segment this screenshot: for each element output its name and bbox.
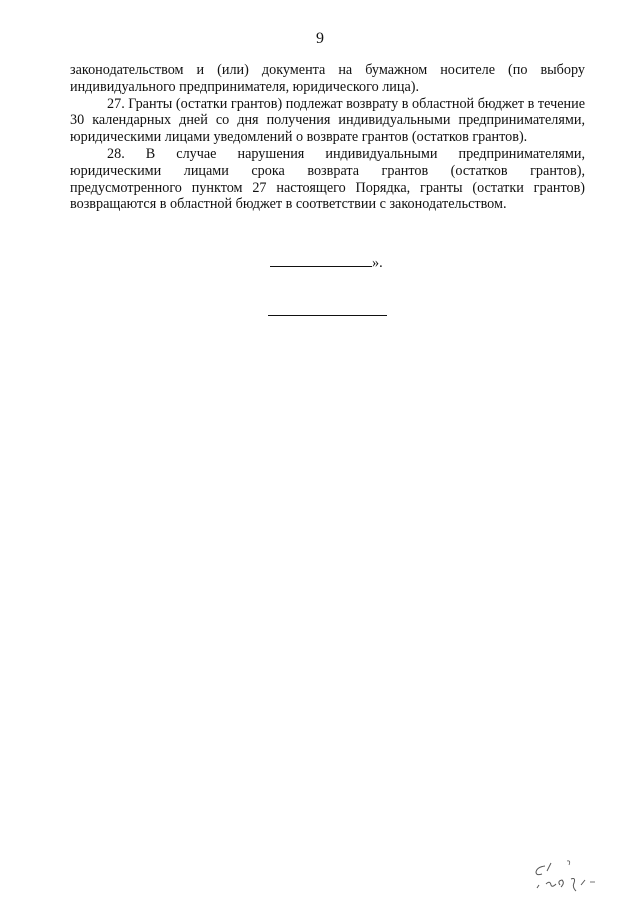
closing-quote-mark: ». (372, 255, 383, 271)
handwritten-initials (527, 858, 609, 898)
document-body (70, 62, 585, 213)
paragraph-28: 28. В случае нарушения индивидуальными предпринимателями, юридическими лицами срока возврата грантов (остатков грантов), предусмотренного пунктом 27 настоящего Порядка, гранты (остатки грантов) возвращаются в областной бюджет в соответствии с законодательством. (70, 145, 585, 213)
closing-underline (270, 254, 372, 267)
page-number: 9 (316, 30, 324, 47)
end-separator-line (268, 315, 387, 316)
paragraph-27: 27. Гранты (остатки грантов) подлежат возврату в областной бюджет в течение 30 календарных дней со дня получения индивидуальными предпринимателями, юридическими лицами уведомлений о возврате грантов (остатков грантов). (70, 95, 585, 146)
paragraph-continuation: законодательством и (или) документа на бумажном носителе (по выбору индивидуального предпринимателя, юридического лица). (70, 62, 585, 95)
closing-line (270, 254, 383, 272)
